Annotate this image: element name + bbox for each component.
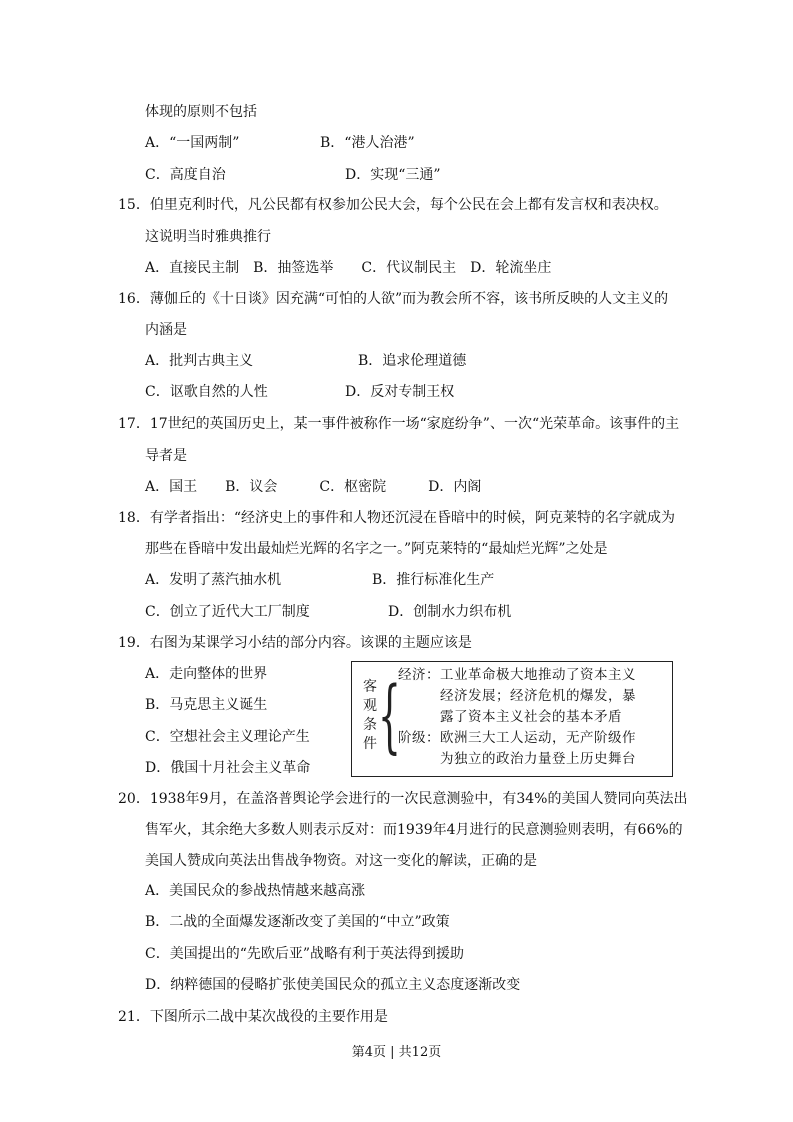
summary-figure	[351, 661, 673, 777]
text-line: 那些在昏暗中发出最灿烂光辉的名字之一。”阿克莱特的“最灿烂光辉”之处是	[145, 541, 608, 557]
text-line: 内涵是	[145, 322, 187, 338]
option: B．“港人治港”	[320, 135, 415, 151]
question-19: 19．右图为某课学习小结的部分内容。该课的主题应该是	[118, 635, 472, 651]
question-18: 18．有学者指出：“经济史上的事件和人物还沉浸在昏暗中的时候，阿克莱特的名字就成为	[118, 510, 675, 526]
option: D．实现“三通”	[345, 167, 441, 183]
text-line: 售军火，其余绝大多数人则表示反对：而1939年4月进行的民意测验则表明，有66%的	[145, 822, 683, 838]
options: A．国王 B．议会 C．枢密院 D．内阁	[145, 479, 482, 495]
option: A．走向整体的世界	[145, 666, 268, 682]
option: A．发明了蒸汽抽水机	[145, 572, 282, 588]
question-20: 20．1938年9月，在盖洛普舆论学会进行的一次民意测验中，有34%的美国人赞同向英法出	[118, 791, 688, 807]
option: B．追求伦理道德	[358, 353, 467, 369]
text-line: 这说明当时雅典推行	[145, 229, 271, 245]
option: C．创立了近代大工厂制度	[145, 604, 310, 620]
question-16: 16．薄伽丘的《十日谈》因充满“可怕的人欲”而为教会所不容，该书所反映的人文主义的	[118, 291, 669, 307]
option: B．二战的全面爆发逐渐改变了美国的“中立”政策	[145, 914, 450, 930]
question-15: 15．伯里克利时代，凡公民都有权参加公民大会，每个公民在会上都有发言权和表决权。	[118, 197, 668, 213]
option: D．纳粹德国的侵略扩张使美国民众的孤立主义态度逐渐改变	[145, 977, 521, 993]
question-21: 21．下图所示二战中某次战役的主要作用是	[118, 1009, 388, 1025]
option: A．批判古典主义	[145, 353, 254, 369]
text-line: 导者是	[145, 448, 187, 464]
brace-icon: {	[378, 669, 401, 762]
figure-row: 阶级：欧洲三大工人运动，无产阶级作	[398, 730, 636, 746]
figure-side-label: 客观条件	[363, 679, 377, 752]
text-line: 美国人赞成向英法出售战争物资。对这一变化的解读，正确的是	[145, 853, 537, 869]
figure-row: 露了资本主义社会的基本矛盾	[398, 709, 622, 725]
text-line: 体现的原则不包括	[145, 104, 257, 120]
options: A．直接民主制 B．抽签选举 C．代议制民主 D．轮流坐庄	[145, 260, 552, 276]
page-footer: 第4页 | 共12页	[351, 1045, 442, 1060]
option: A．美国民众的参战热情越来越高涨	[145, 883, 366, 899]
option: C．空想社会主义理论产生	[145, 729, 310, 745]
figure-row: 经济：工业革命极大地推动了资本主义	[398, 667, 636, 683]
figure-row: 经济发展；经济危机的爆发，暴	[398, 688, 636, 704]
question-17: 17．17世纪的英国历史上，某一事件被称作一场“家庭纷争”、一次“光荣革命。该事件的主	[118, 416, 680, 432]
option: B．马克思主义诞生	[145, 697, 268, 713]
figure-row: 为独立的政治力量登上历史舞台	[398, 751, 636, 767]
option: C．高度自治	[145, 167, 226, 183]
option: D．俄国十月社会主义革命	[145, 760, 311, 776]
option: A．“一国两制”	[145, 135, 240, 151]
option: B．推行标准化生产	[372, 572, 495, 588]
option: D．创制水力织布机	[388, 604, 512, 620]
option: D．反对专制王权	[345, 384, 455, 400]
option: C．美国提出的“先欧后亚”战略有利于英法得到援助	[145, 946, 465, 962]
option: C．讴歌自然的人性	[145, 384, 268, 400]
